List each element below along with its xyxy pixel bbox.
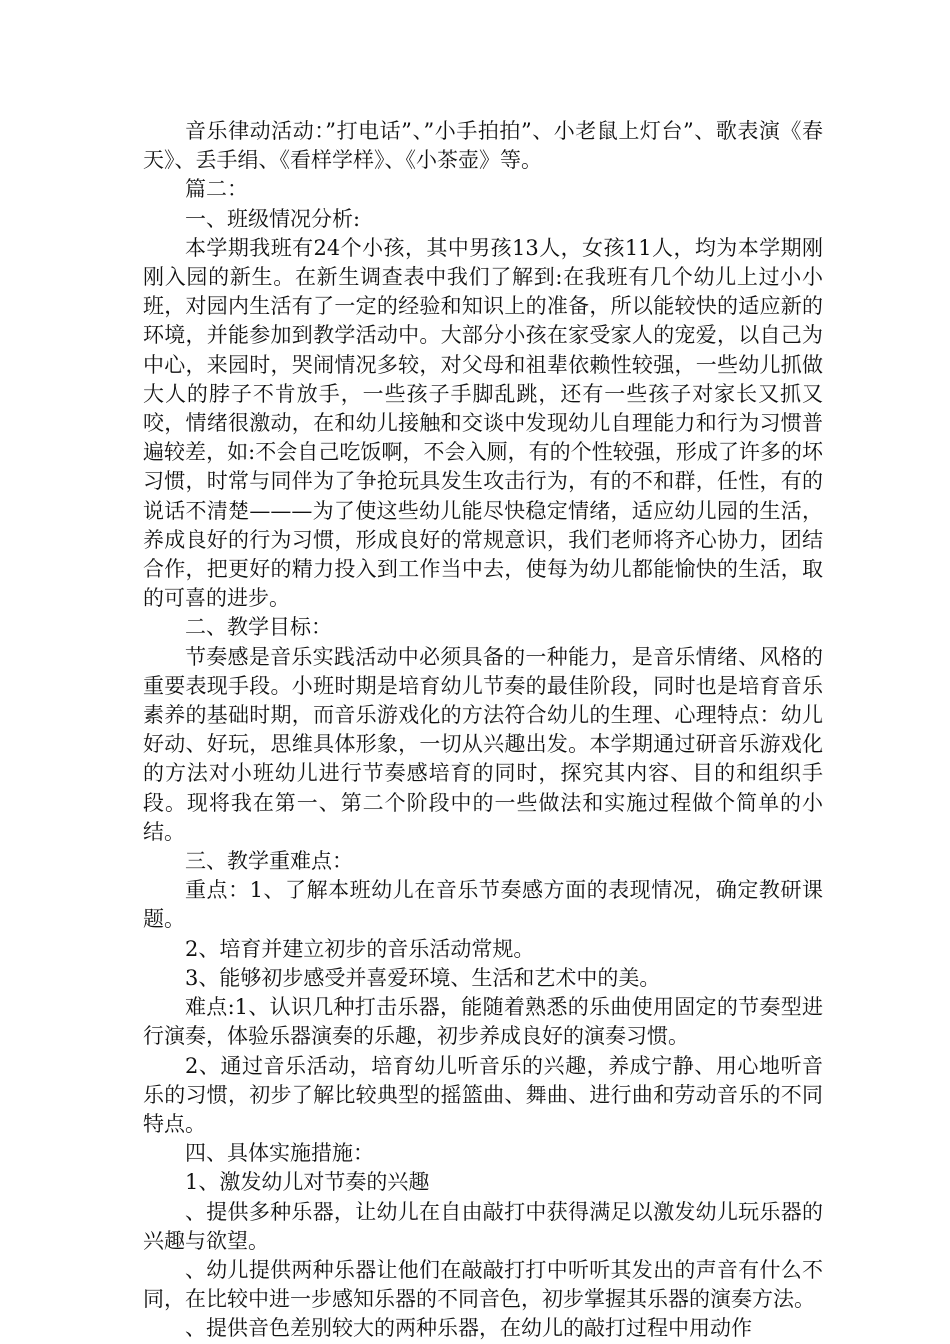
paragraph-music-activities: 音乐律动活动：”打电话”、”小手拍拍”、小老鼠上灯台”、歌表演《春天》、丢手绢、《看样学样》、《小茶壶》等。 [143, 119, 823, 173]
heading-teaching-goals: 二、教学目标： [185, 615, 332, 640]
document-body [143, 117, 823, 1344]
paragraph-teaching-goals: 节奏感是音乐实践活动中必须具备的一种能力，是音乐情绪、风格的重要表现手段。小班时期是培育幼儿节奏的最佳阶段，同时也是培育音乐素养的基础时期，而音乐游戏化的方法符合幼儿的生理、心理特点：幼儿好动、好玩，思维具体形象，一切从兴趣出发。本学期通过研音乐游戏化的方法对小班幼儿进行节奏感培育的同时，探究其内容、目的和组织手段。现将我在第一、第二个阶段中的一些做法和实施过程做个简单的小结。 [143, 644, 823, 844]
paragraph-measure-item-3: 、提供音色差别较大的两种乐器，在幼儿的敲打过程中用动作 [185, 1316, 752, 1341]
paragraph-measure-1: 1、激发幼儿对节奏的兴趣 [185, 1170, 430, 1195]
paragraph-measure-item-1: 、提供多种乐器，让幼儿在自由敲打中获得满足以激发幼儿玩乐器的兴趣与欲望。 [143, 1199, 823, 1253]
paragraph-key-point-3: 3、能够初步感受并喜爱环境、生活和艺术中的美。 [185, 965, 661, 990]
paragraph-key-point-1: 重点：1、了解本班幼儿在音乐节奏感方面的表现情况，确定教研课题。 [143, 878, 823, 932]
heading-class-analysis: 一、班级情况分析: [185, 206, 361, 231]
paragraph-class-analysis: 本学期我班有24个小孩，其中男孩13人，女孩11人，均为本学期刚刚入园的新生。在新生调查表中我们了解到:在我班有几个幼儿上过小小班，对园内生活有了一定的经验和知识上的准备，所以能较快的适应新的环境，并能参加到教学活动中。大部分小孩在家受家人的宠爱，以自己为中心，来园时，哭闹情况多较，对父母和祖辈依赖性较强，一些幼儿抓做大人的脖子不肯放手，一些孩子手脚乱跳，还有一些孩子对家长又抓又咬，情绪很激动，在和幼儿接触和交谈中发现幼儿自理能力和行为习惯普遍较差，如:不会自己吃饭啊，不会入厕，有的个性较强，形成了许多的坏习惯，时常与同伴为了争抢玩具发生攻击行为，有的不和群，任性，有的说话不清楚———为了使这些幼儿能尽快稳定情绪，适应幼儿园的生活，养成良好的行为习惯，形成良好的常规意识，我们老师将齐心协力，团结合作，把更好的精力投入到工作当中去，使每为幼儿都能愉快的生活，取的可喜的进步。 [143, 235, 823, 611]
heading-implementation: 四、具体实施措施： [185, 1141, 374, 1166]
heading-key-points: 三、教学重难点： [185, 849, 353, 874]
paragraph-measure-item-2: 、幼儿提供两种乐器让他们在敲敲打打中听听其发出的声音有什么不同，在比较中进一步感知乐器的不同音色，初步掌握其乐器的演奏方法。 [143, 1257, 823, 1312]
paragraph-difficulty-1: 难点:1、认识几种打击乐器，能随着熟悉的乐曲使用固定的节奏型进行演奏，体验乐器演奏的乐趣，初步养成良好的演奏习惯。 [143, 995, 823, 1049]
paragraph-difficulty-2: 2、通过音乐活动，培育幼儿听音乐的兴趣，养成宁静、用心地听音乐的习惯，初步了解比较典型的摇篮曲、舞曲、进行曲和劳动音乐的不同特点。 [143, 1053, 823, 1136]
paragraph-key-point-2: 2、培育并建立初步的音乐活动常规。 [185, 936, 535, 961]
paragraph-part-two-heading: 篇二： [185, 177, 248, 202]
